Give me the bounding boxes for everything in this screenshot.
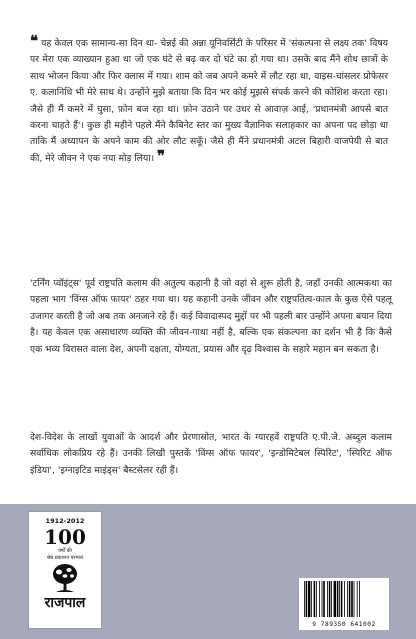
barcode-bar bbox=[347, 581, 348, 617]
barcode-bar bbox=[322, 581, 323, 617]
barcode-bar bbox=[337, 581, 339, 617]
logo-tagline-2: श्रेष्ठ प्रकाशन परम्परा bbox=[46, 555, 84, 561]
barcode-bar bbox=[316, 581, 317, 617]
open-quote-mark: ❝ bbox=[30, 32, 39, 50]
barcode-bar bbox=[344, 581, 345, 617]
barcode-bar bbox=[341, 581, 343, 617]
publisher-name: राजपाल bbox=[44, 595, 86, 611]
logo-years: 1912-2012 bbox=[45, 517, 85, 525]
barcode-bar bbox=[327, 581, 328, 617]
barcode-bar bbox=[319, 581, 320, 617]
author-paragraph: देश-विदेश के लाखों युवाओं के आदर्श और प्रेरणास्रोत, भारत के ग्यारहवें राष्ट्रपति ए.पी.जे. अब्दुल कलाम सर्वाधिक लोकप्रिय रहे हैं। उनकी लिखी पुस्तकें 'विंग्स ऑफ फायर', 'इन्डोमिटेबल स्पिरिट', 'स्पिरिट ऑफ इंडिया', 'इग्नाइटिड माइंड्स' बैस्टसेलर रही हैं। bbox=[30, 432, 392, 476]
barcode-bar bbox=[349, 581, 351, 617]
barcode-bar bbox=[354, 581, 355, 617]
description-paragraph: 'टर्निंग प्वॉइंट्स' पूर्व राष्ट्रपति कलाम की अतुल्य कहानी है जो वहां से शुरू होती है, जहाँ उनकी आत्मकथा का पहला भाग 'विंग्स ऑफ फायर' ठहर गया था। यह कहानी उनके जीवन और राष्ट्रपतित्व-काल के कुछ ऐसे पहलू उजागर करती है जो अब तक अनजाने रहे हैं। कई विवादास्पद मुद्दों पर भी पहली बार उन्होंने अपना बयान दिया है। यह केवल एक असाधारण व्यक्ति की जीवन-गाथा नहीं है, बल्कि एक संकल्पना का दर्शन भी है कि कैसे एक भव्य विरासत वाला देश, अपनी दक्षता, योग्यता, प्रयास और दृढ़ विश्वास के सहारे महान बन सकता है। bbox=[30, 278, 392, 355]
tree-icon bbox=[50, 563, 80, 593]
pull-quote bbox=[30, 32, 389, 167]
barcode-bars bbox=[299, 578, 389, 620]
logo-centenary-number: 100 bbox=[44, 525, 86, 549]
logo-tagline-1: वर्षों की bbox=[58, 548, 72, 554]
barcode-bar bbox=[323, 581, 325, 617]
barcode-bar bbox=[359, 581, 360, 617]
barcode-number: 9 789350 641002 bbox=[312, 621, 376, 628]
barcode-bar bbox=[331, 581, 332, 617]
barcode bbox=[299, 578, 389, 630]
quote-text: यह केवल एक सामान्य-सा दिन था- चेन्नई की अन्ना यूनिवर्सिटी के परिसर में 'संकल्पना से लक्ष्य तक' विषय पर मेरा एक व्याख्यान हुआ था जो एक घंटे से बढ़ कर दो घंटे का हो गया था। उसके बाद मैंने शोध छात्रों के साथ भोजन किया और फिर क्लास में गया। शाम को जब अपने कमरे में लौट रहा था, वाइस-चांसलर प्रोफेसर ए. कलानिधि भी मेरे साथ थे। उन्होंने मुझे बताया कि दिन भर कोई मुझसे संपर्क करने की कोशिश करता रहा। जैसे ही मैं कमरे में घुसा, फ़ोन बज रहा था। फ़ोन उठाने पर उधर से आवाज़ आई, 'प्रधानमंत्री आपसे बात करना चाहते हैं'। कुछ ही महीने पहले मैंने कैबिनेट स्तर का मुख्य वैज्ञानिक सलाहकार का अपना पद छोड़ा था ताकि मैं अध्यापन के अपने काम की ओर लौट सकूँ। जैसे ही मैंने प्रधानमंत्री अटल बिहारी वाजपेयी से बात की, मेरे जीवन ने एक नया मोड़ लिया। bbox=[30, 38, 389, 164]
barcode-bar bbox=[314, 581, 316, 617]
barcode-bar bbox=[339, 581, 340, 617]
barcode-bar bbox=[351, 581, 353, 617]
barcode-bar bbox=[357, 581, 358, 617]
barcode-bar bbox=[304, 581, 305, 617]
barcode-bar bbox=[311, 581, 312, 617]
barcode-bar bbox=[334, 581, 336, 617]
close-quote-mark: ❞ bbox=[157, 146, 166, 165]
barcode-bar bbox=[308, 581, 310, 617]
barcode-bar bbox=[329, 581, 331, 617]
publisher-logo bbox=[28, 511, 102, 629]
barcode-bar bbox=[306, 581, 308, 617]
